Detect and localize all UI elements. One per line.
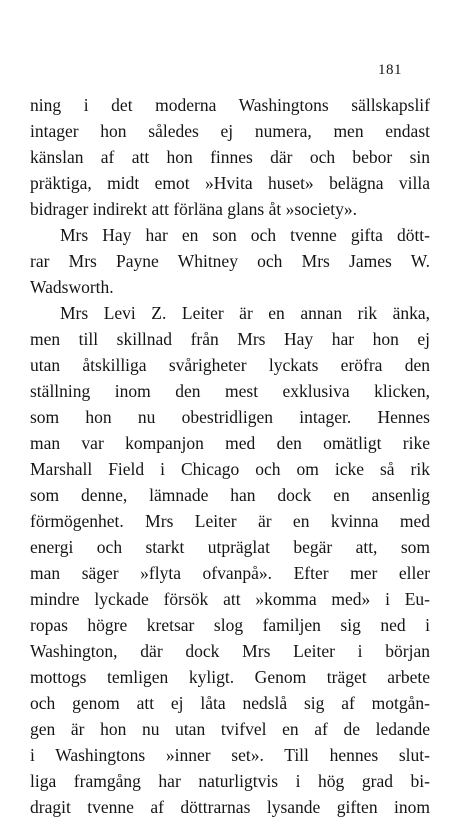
page-number: 181 (378, 62, 402, 78)
text-line: dragit tvenne af döttrarnas lysande giften inom (30, 797, 430, 817)
text-line: liga framgång har naturligtvis i hög grad bi- (30, 771, 430, 791)
text-line: förmögenhet. Mrs Leiter är en kvinna med (30, 511, 430, 531)
text-line: Mrs Hay har en son och tvenne gifta dött- (60, 225, 430, 245)
text-line: mindre lyckade försök att »komma med» i Eu- (30, 589, 430, 609)
text-line: mottogs temligen kyligt. Genom träget arbete (30, 667, 430, 687)
text-line: Marshall Field i Chicago och om icke så rik (30, 459, 430, 479)
text-line: bidrager indirekt att förläna glans åt »society». (30, 199, 358, 219)
text-line: gen är hon nu utan tvifvel en af de ledande (30, 719, 430, 739)
text-line: man var kompanjon med den omätligt rike (30, 433, 430, 453)
text-line: ropas högre kretsar slog familjen sig ned i (30, 615, 430, 635)
text-line: men till skillnad från Mrs Hay har hon ej (30, 329, 430, 349)
text-line: som hon nu obestridligen intager. Hennes (30, 407, 430, 427)
text-line: man säger »flyta ofvanpå». Efter mer eller (30, 563, 430, 583)
text-line: ning i det moderna Washingtons sällskapslif (30, 95, 430, 115)
text-line: känslan af att hon finnes där och bebor sin (30, 147, 430, 167)
text-line: intager hon således ej numera, men endast (30, 121, 430, 141)
text-line: i Washingtons »inner set». Till hennes slut- (30, 745, 430, 765)
text-line: och genom att ej låta nedslå sig af motgån- (30, 693, 430, 713)
text-line: präktiga, midt emot »Hvita huset» belägna villa (30, 173, 430, 193)
text-line: rar Mrs Payne Whitney och Mrs James W. (30, 251, 430, 271)
text-line: utan åtskilliga svårigheter lyckats eröfra den (30, 355, 430, 375)
text-line: Washington, där dock Mrs Leiter i början (30, 641, 430, 661)
text-line: ställning inom den mest exklusiva klicken, (30, 381, 430, 401)
text-line: energi och starkt utpräglat begär att, som (30, 537, 430, 557)
text-line: Mrs Levi Z. Leiter är en annan rik änka, (60, 303, 430, 323)
text-line: Wadsworth. (30, 277, 114, 297)
text-line: som denne, lämnade han dock en ansenlig (30, 485, 430, 505)
body-text (30, 92, 430, 820)
